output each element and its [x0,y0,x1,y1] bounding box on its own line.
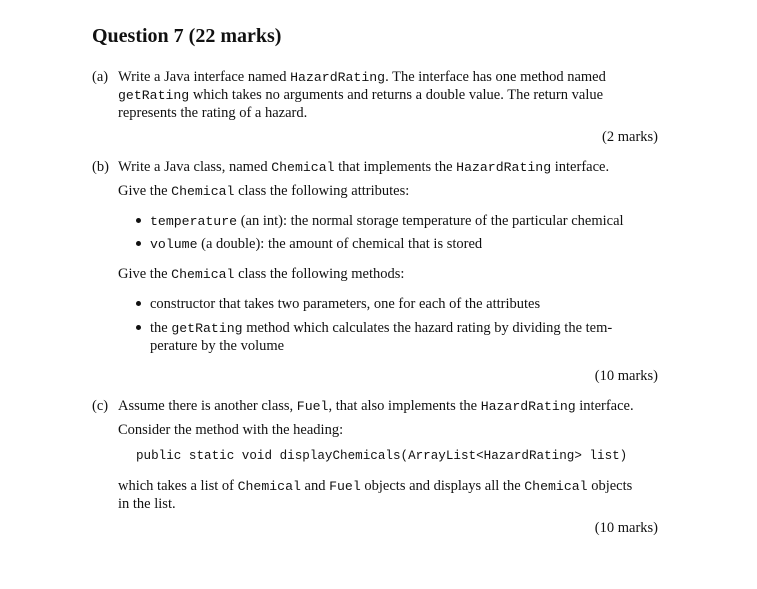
part-c-line-2: Consider the method with the heading: [118,422,344,438]
part-a-line-3: represents the rating of a hazard. [118,105,308,121]
part-a-line-2: getRating which takes no arguments and returns a double value. The return value [118,87,604,103]
part-a-line-1: Write a Java interface named HazardRating. The interface has one method named [118,69,606,85]
method-item-getrating: the getRating method which calculates the hazard rating by dividing the tem- [150,320,613,336]
part-c-marks: (10 marks) [594,520,658,536]
part-b-line-1: Write a Java class, named Chemical that implements the HazardRating interface. [118,159,610,175]
part-c-line-4: in the list. [118,496,176,512]
part-b-marks: (10 marks) [594,368,658,384]
bullet-icon [136,325,141,330]
method-item-getrating-cont: perature by the volume [150,338,285,354]
part-c-line-3: which takes a list of Chemical and Fuel objects and displays all the Chemical objects [118,478,633,494]
part-b-label: (b) [92,159,109,175]
attribute-item-temperature: temperature (an int): the normal storage temperature of the particular chemical [150,213,624,229]
part-c-label: (c) [92,398,109,414]
method-item-constructor: constructor that takes two parameters, one for each of the attributes [150,296,541,312]
part-a-label: (a) [92,69,109,85]
part-c-line-1: Assume there is another class, Fuel, that also implements the HazardRating interface. [118,398,634,414]
question-title: Question 7 (22 marks) [92,25,282,47]
attribute-item-volume: volume (a double): the amount of chemical that is stored [150,236,483,252]
method-heading-code: public static void displayChemicals(ArrayList<HazardRating> list) [136,449,628,463]
part-b-line-3: Give the Chemical class the following methods: [118,266,405,282]
bullet-icon [136,241,141,246]
part-a-marks: (2 marks) [602,129,658,145]
bullet-icon [136,218,141,223]
part-b-line-2: Give the Chemical class the following attributes: [118,183,410,199]
bullet-icon [136,301,141,306]
